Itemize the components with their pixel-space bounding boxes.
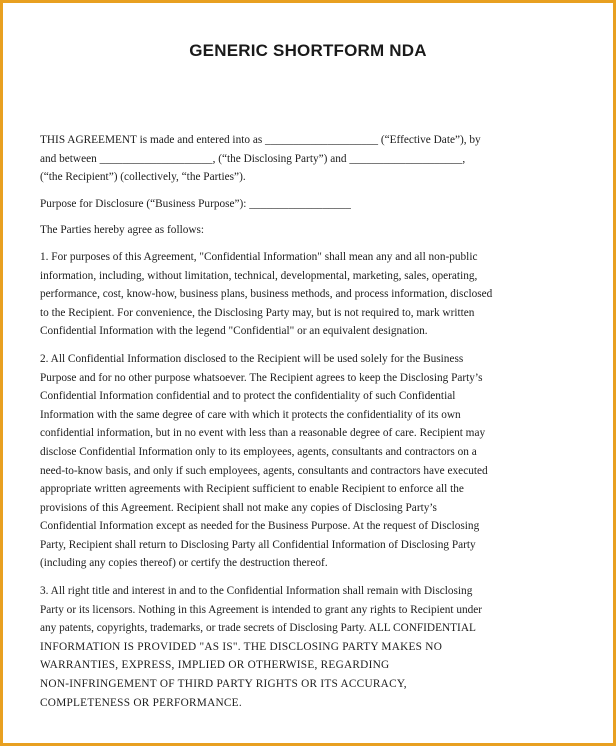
section-2-line: Purpose and for no other purpose whatsoever. The Recipient agrees to keep the Disclosing Party’s [40,371,483,384]
section-2-line: confidential information, but in no event with less than a reasonable degree of care. Recipient may [40,427,486,440]
section-2-line: Confidential Information confidential and to protect the confidentiality of such Confidential [40,390,456,403]
section-1-line: to the Recipient. For convenience, the Disclosing Party may, but is not required to, mark written [40,306,475,319]
intro-line: and between ____________________, (“the Disclosing Party”) and ____________________, [40,152,466,165]
section-3-line: NON-INFRINGEMENT OF THIRD PARTY RIGHTS OR ITS ACCURACY, [40,678,407,691]
document-title: GENERIC SHORTFORM NDA [189,41,427,60]
spacer [40,213,576,221]
section-3-line: COMPLETENESS OR PERFORMANCE. [40,696,242,709]
purpose-line: Purpose for Disclosure (“Business Purpose”): __________________ [40,197,351,210]
section-3-paragraph [40,582,576,712]
section-1-line: 1. For purposes of this Agreement, "Confidential Information" shall mean any and all non-public [40,250,478,263]
spacer [40,240,576,248]
section-3-line: WARRANTIES, EXPRESS, IMPLIED OR OTHERWISE, REGARDING [40,659,390,672]
section-2-line: provisions of this Agreement. Recipient shall not make any copies of Disclosing Party’s [40,501,437,514]
spacer [40,187,576,195]
intro-paragraph [40,131,576,187]
section-3-line: 3. All right title and interest in and to the Confidential Information shall remain with Disclosing [40,585,473,598]
section-1-line: Confidential Information with the legend "Confidential" or an equivalent designation. [40,325,428,338]
section-3-line: INFORMATION IS PROVIDED "AS IS". THE DISCLOSING PARTY MAKES NO [40,640,443,653]
intro-line: (“the Recipient”) (collectively, “the Parties”). [40,171,246,184]
section-2-line: Confidential Information except as needed for the Business Purpose. At the request of Disclosing [40,520,480,533]
spacer [40,573,576,582]
section-3-line: Party or its licensors. Nothing in this Agreement is intended to grant any rights to Recipient under [40,603,483,616]
section-2-line: disclose Confidential Information only to its employees, agents, consultants and contractors on a [40,445,477,458]
section-2-line: need-to-know basis, and only if such employees, agents, consultants and contractors have executed [40,464,488,477]
section-2-line: Information with the same degree of care with which it protects the confidentiality of its own [40,408,461,421]
section-1-line: information, including, without limitation, technical, developmental, marketing, sales, operating, [40,269,478,282]
section-2-paragraph [40,350,576,573]
intro-line: THIS AGREEMENT is made and entered into as ____________________ (“Effective Date”), by [40,134,481,146]
section-2-line: Party, Recipient shall return to Disclosing Party all Confidential Information of Disclosing Party [40,538,476,551]
spacer [40,341,576,350]
section-3-line: any patents, copyrights, trademarks, or trade secrets of Disclosing Party. ALL CONFIDENTIAL [40,622,476,635]
section-1-line: performance, cost, know-how, business plans, business methods, and process information, disclosed [40,288,493,301]
section-2-line: appropriate written agreements with Recipient sufficient to enable Recipient to enforce all the [40,483,464,496]
section-1-paragraph [40,248,576,341]
section-2-line: 2. All Confidential Information disclosed to the Recipient will be used solely for the Business [40,352,464,365]
document-body [40,131,576,712]
section-2-line: (including any copies thereof) or certify the destruction thereof. [40,557,328,570]
agree-line: The Parties hereby agree as follows: [40,224,205,237]
